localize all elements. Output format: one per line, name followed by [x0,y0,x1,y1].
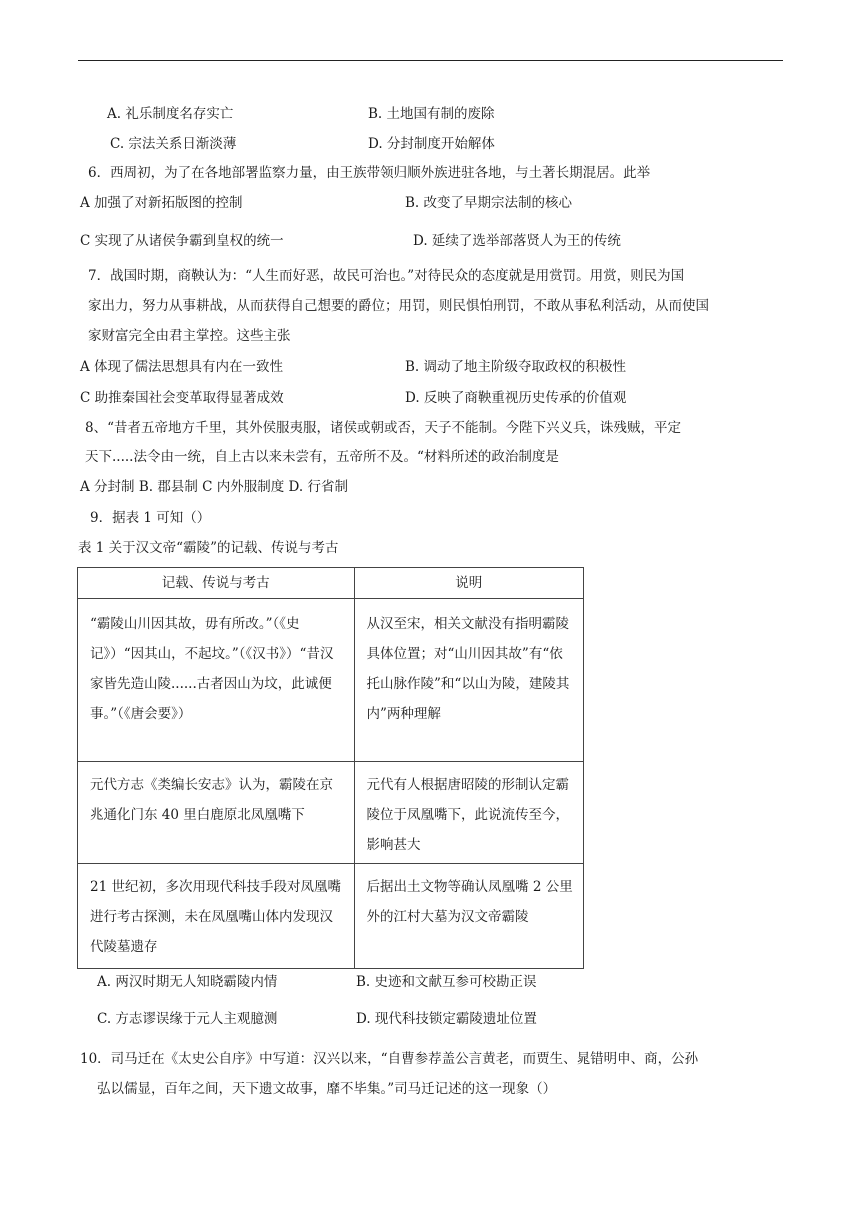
q7-stem-line3: 家财富完全由君主掌控。这些主张 [88,328,291,344]
q6-stem: 6．西周初，为了在各地部署监察力量，由王族带领归顺外族进驻各地，与土著长期混居。此举 [88,165,651,181]
q10-stem-line1: 10．司马迁在《太史公自序》中写道：汉兴以来，“自曹参荐盖公言黄老，而贾生、晁错明申、商，公孙 [80,1051,699,1067]
table-header-cell: 记载、传说与考古 [78,568,355,599]
header-rule [78,60,783,61]
table-cell [78,599,355,762]
table-header-row [78,568,584,599]
table-row [78,599,584,762]
table-row [78,762,584,864]
q8-options[interactable]: A 分封制 B. 郡县制 C 内外服制度 D. 行省制 [80,479,348,495]
cell-text: “霸陵山川因其故，毋有所改。”（《史记》）“因其山，不起坟。”（《汉书》）“昔汉家皆先造山陵......古者因山为坟，此诚便事。”（《唐会要》） [90,616,334,722]
q7-stem-line1: 7．战国时期，商鞅认为：“人生而好恶，故民可治也。”对待民众的态度就是用赏罚。用赏，则民为国 [88,268,685,284]
cell-text: 后据出土文物等确认凤凰嘴 2 公里外的江村大墓为汉文帝霸陵 [366,879,573,925]
q9-option-a[interactable]: A. 两汉时期无人知晓霸陵内情 [97,974,278,990]
cell-text: 元代方志《类编长安志》认为，霸陵在京兆通化门东 40 里白鹿原北凤凰嘴下 [90,777,333,823]
table-row [78,864,584,969]
q7-option-a[interactable]: A 体现了儒法思想具有内在一致性 [80,359,284,375]
table-cell [354,864,583,969]
q7-stem-line2: 家出力，努力从事耕战，从而获得自己想要的爵位；用罚，则民惧怕刑罚，不敢从事私利活动，从而使国 [88,298,709,314]
q6-option-b[interactable]: B. 改变了早期宗法制的核心 [405,195,573,211]
q8-stem-line1: 8、“昔者五帝地方千里，其外侯服夷服，诸侯或朝或否，天子不能制。今陛下兴义兵，诛残贼，平定 [85,420,681,436]
q10-stem-line2: 弘以儒显，百年之间，天下遗文故事，靡不毕集。”司马迁记述的这一现象（） [97,1081,557,1097]
q5-option-d[interactable]: D. 分封制度开始解体 [368,136,495,152]
table-header-cell: 说明 [354,568,583,599]
table-cell [354,762,583,864]
q9-table [77,567,584,969]
q5-option-a[interactable]: A. 礼乐制度名存实亡 [107,106,234,122]
q5-option-b[interactable]: B. 土地国有制的废除 [368,106,495,122]
table-cell [78,864,355,969]
cell-text: 从汉至宋，相关文献没有指明霸陵具体位置；对“山川因其故”有“依托山脉作陵”和“以山为陵，建陵其内”两种理解 [366,616,570,722]
q9-option-c[interactable]: C. 方志谬误缘于元人主观臆测 [97,1011,278,1027]
q9-option-d[interactable]: D. 现代科技锁定霸陵遗址位置 [356,1011,537,1027]
q7-option-d[interactable]: D. 反映了商鞅重视历史传承的价值观 [405,390,627,406]
q8-stem-line2: 天下.....法令由一统，自上古以来未尝有，五帝所不及。“材料所述的政治制度是 [85,449,559,465]
q6-option-c[interactable]: C 实现了从诸侯争霸到皇权的统一 [80,233,284,249]
table-cell [78,762,355,864]
q5-option-c[interactable]: C. 宗法关系日渐淡薄 [110,136,237,152]
cell-text: 21 世纪初，多次用现代科技手段对凤凰嘴进行考古探测，未在凤凰嘴山体内发现汉代陵墓遗存 [90,879,341,955]
q9-stem: 9．据表 1 可知（） [90,510,211,526]
q6-option-d[interactable]: D. 延续了选举部落贤人为王的传统 [413,233,621,249]
q7-option-b[interactable]: B. 调动了地主阶级夺取政权的积极性 [405,359,627,375]
q9-option-b[interactable]: B. 史迹和文献互参可校勘正误 [356,974,537,990]
table-cell [354,599,583,762]
q6-option-a[interactable]: A 加强了对新拓版图的控制 [80,195,243,211]
q9-table-caption: 表 1 关于汉文帝“霸陵”的记载、传说与考古 [78,540,339,556]
q7-option-c[interactable]: C 助推秦国社会变革取得显著成效 [80,390,284,406]
cell-text: 元代有人根据唐昭陵的形制认定霸陵位于凤凰嘴下，此说流传至今，影响甚大 [366,777,570,853]
